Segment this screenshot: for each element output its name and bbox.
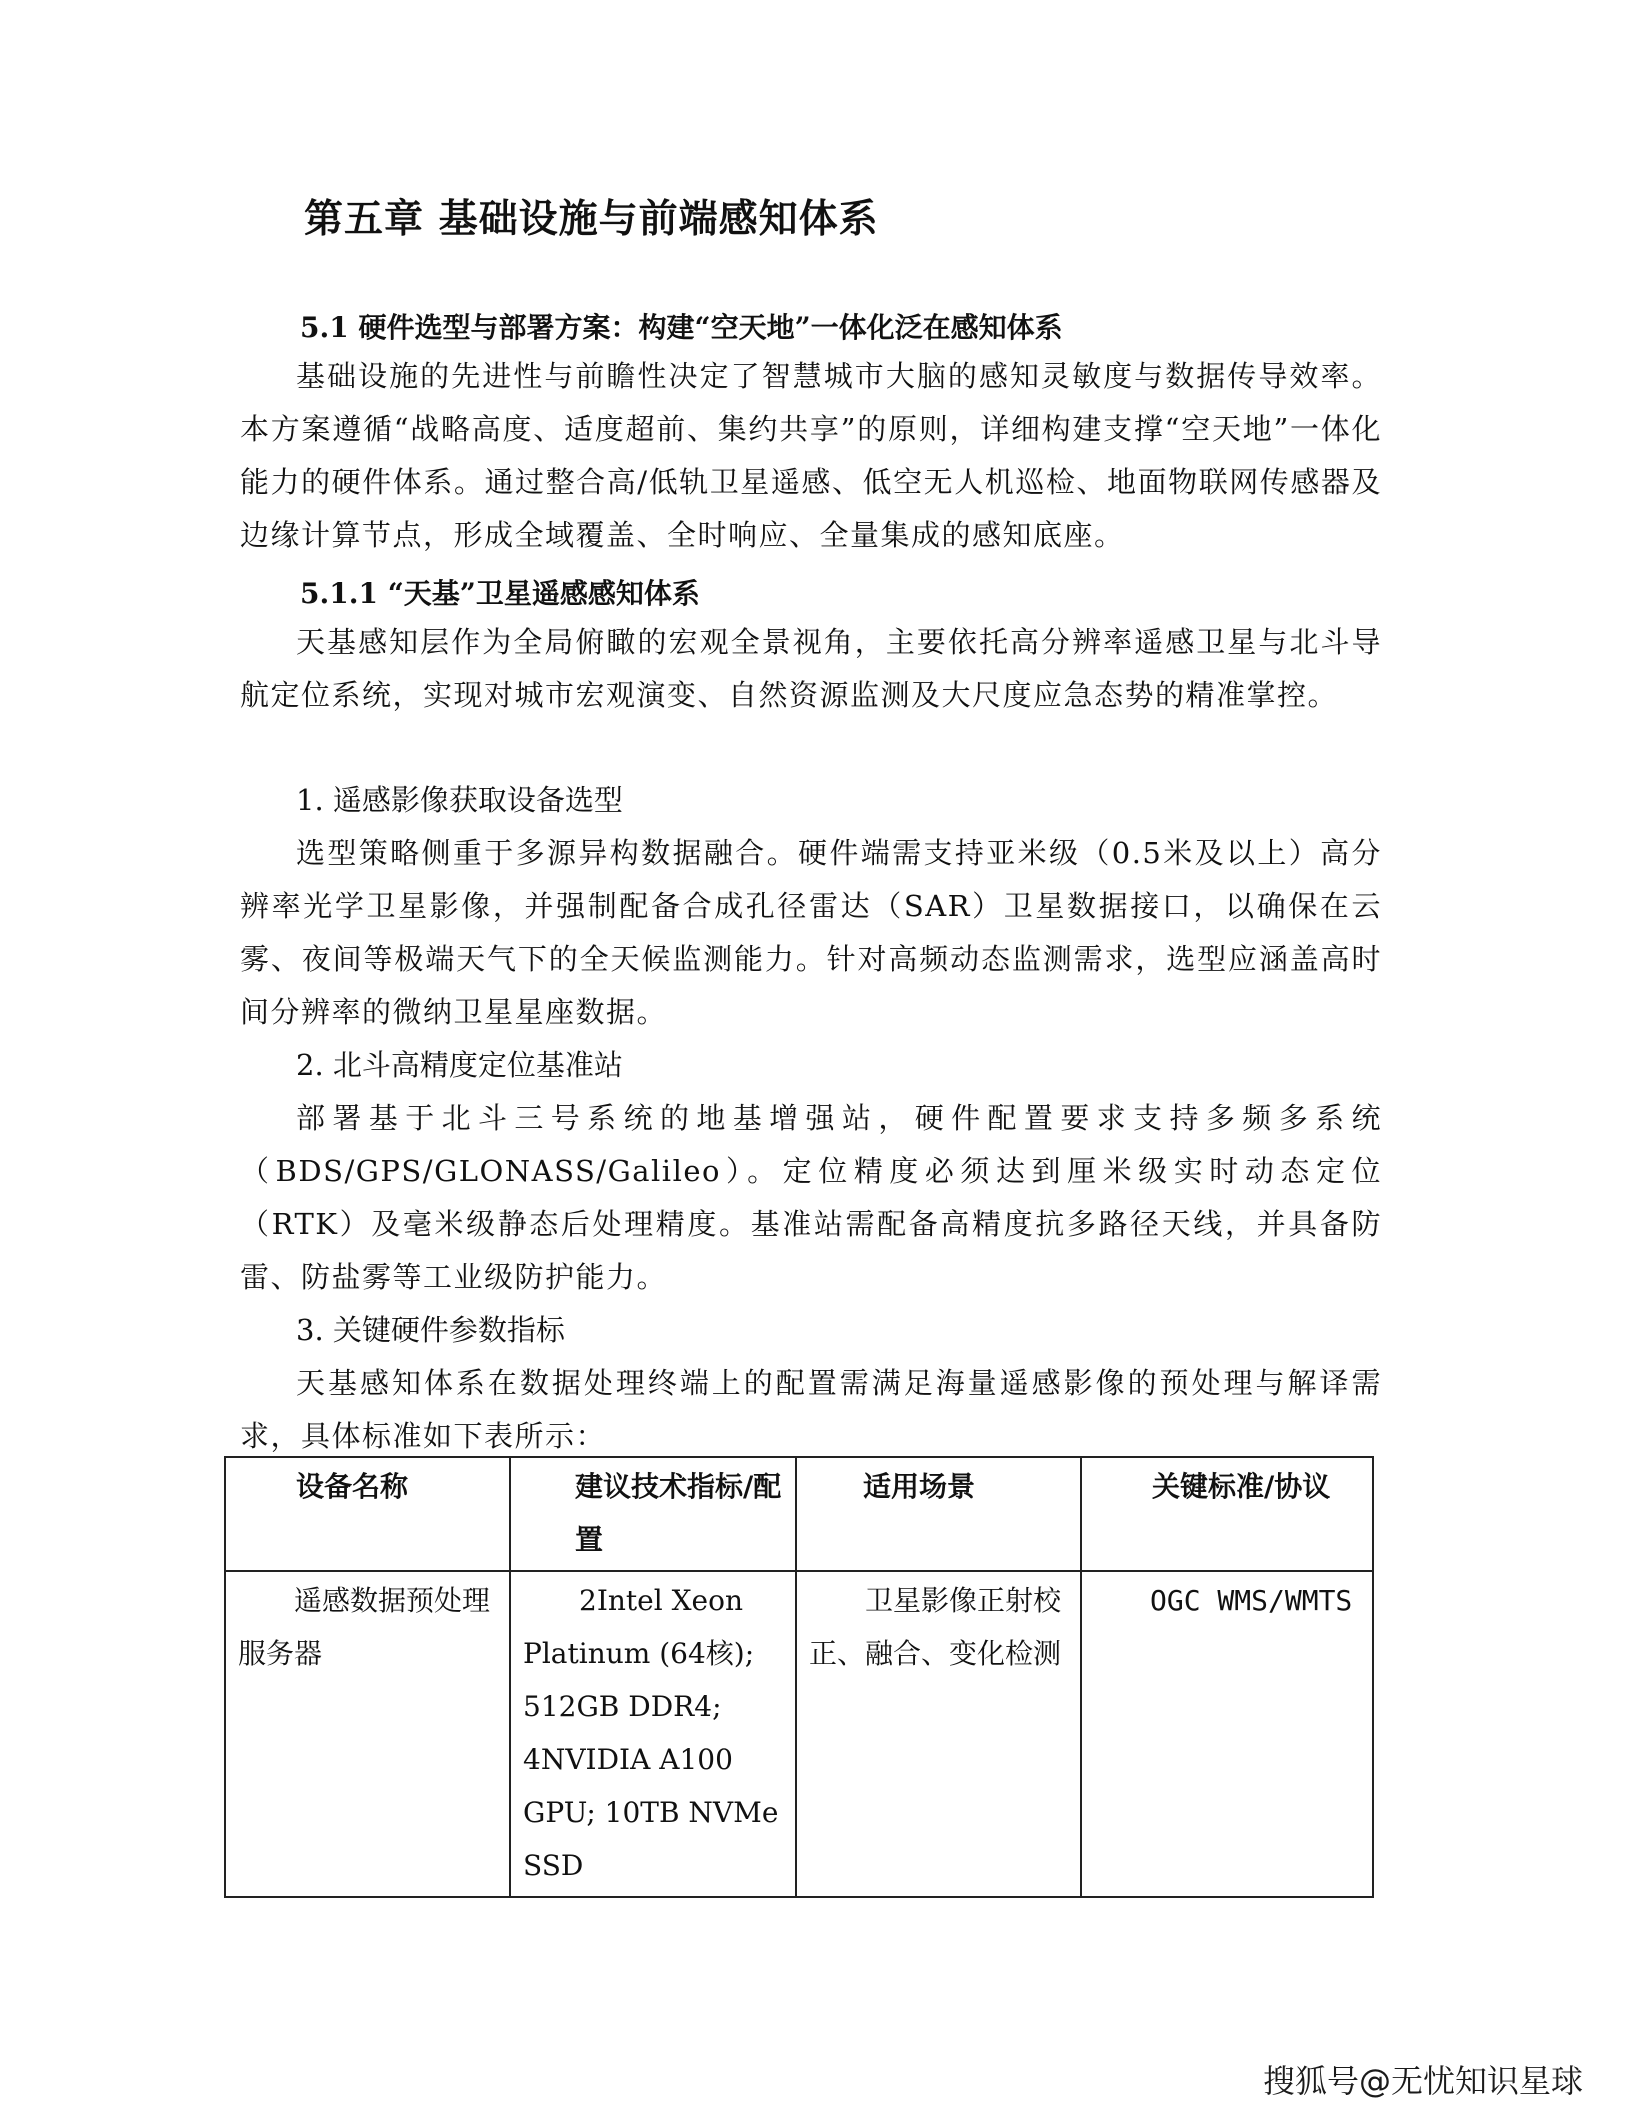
item-2-title: 2. 北斗高精度定位基准站 — [296, 1048, 623, 1082]
table-header-row — [225, 1457, 1373, 1571]
section-heading-5-1: 5.1 硬件选型与部署方案：构建“空天地”一体化泛在感知体系 — [300, 311, 1063, 344]
item-1-title: 1. 遥感影像获取设备选型 — [296, 783, 623, 817]
item-1-body: 选型策略侧重于多源异构数据融合。硬件端需支持亚米级（0.5米及以上）高分辨率光学卫星影像，并强制配备合成孔径雷达（SAR）卫星数据接口，以确保在云雾、夜间等极端天气下的全天候监测能力。针对高频动态监测需求，选型应涵盖高时间分辨率的微纳卫星星座数据。 — [240, 836, 1382, 1029]
section-5-1-body: 基础设施的先进性与前瞻性决定了智慧城市大脑的感知灵敏度与数据传导效率。本方案遵循“战略高度、适度超前、集约共享”的原则，详细构建支撑“空天地”一体化能力的硬件体系。通过整合高/低轨卫星遥感、低空无人机巡检、地面物联网传感器及边缘计算节点，形成全域覆盖、全时响应、全量集成的感知底座。 — [240, 359, 1382, 552]
watermark-text: 搜狐号@无忧知识星球 — [1263, 2062, 1584, 2100]
cell-scenario: 卫星影像正射校正、融合、变化检测 — [796, 1571, 1081, 1897]
hardware-spec-table — [224, 1456, 1374, 1898]
section-heading-5-1-1: 5.1.1 “天基”卫星遥感感知体系 — [300, 577, 700, 610]
cell-device-name: 遥感数据预处理服务器 — [225, 1571, 510, 1897]
header-standard: 关键标准/协议 — [1081, 1457, 1373, 1571]
header-tech-spec: 建议技术指标/配置 — [510, 1457, 796, 1571]
header-scenario: 适用场景 — [796, 1457, 1081, 1571]
header-device-name: 设备名称 — [225, 1457, 510, 1571]
item-3-title: 3. 关键硬件参数指标 — [296, 1313, 565, 1347]
cell-standard: OGC WMS/WMTS — [1081, 1571, 1373, 1897]
item-3-body: 天基感知体系在数据处理终端上的配置需满足海量遥感影像的预处理与解译需求，具体标准如下表所示： — [240, 1366, 1382, 1453]
section-5-1-1-body: 天基感知层作为全局俯瞰的宏观全景视角，主要依托高分辨率遥感卫星与北斗导航定位系统，实现对城市宏观演变、自然资源监测及大尺度应急态势的精准掌控。 — [240, 625, 1382, 712]
cell-tech-spec: 2Intel Xeon Platinum (64核); 512GB DDR4; 4NVIDIA A100 GPU; 10TB NVMe SSD — [510, 1571, 796, 1897]
table-row — [225, 1571, 1373, 1897]
item-2-body: 部署基于北斗三号系统的地基增强站，硬件配置要求支持多频多系统（BDS/GPS/GLONASS/Galileo）。定位精度必须达到厘米级实时动态定位（RTK）及毫米级静态后处理精度。基准站需配备高精度抗多路径天线，并具备防雷、防盐雾等工业级防护能力。 — [240, 1101, 1382, 1294]
chapter-title: 第五章 基础设施与前端感知体系 — [304, 197, 879, 242]
